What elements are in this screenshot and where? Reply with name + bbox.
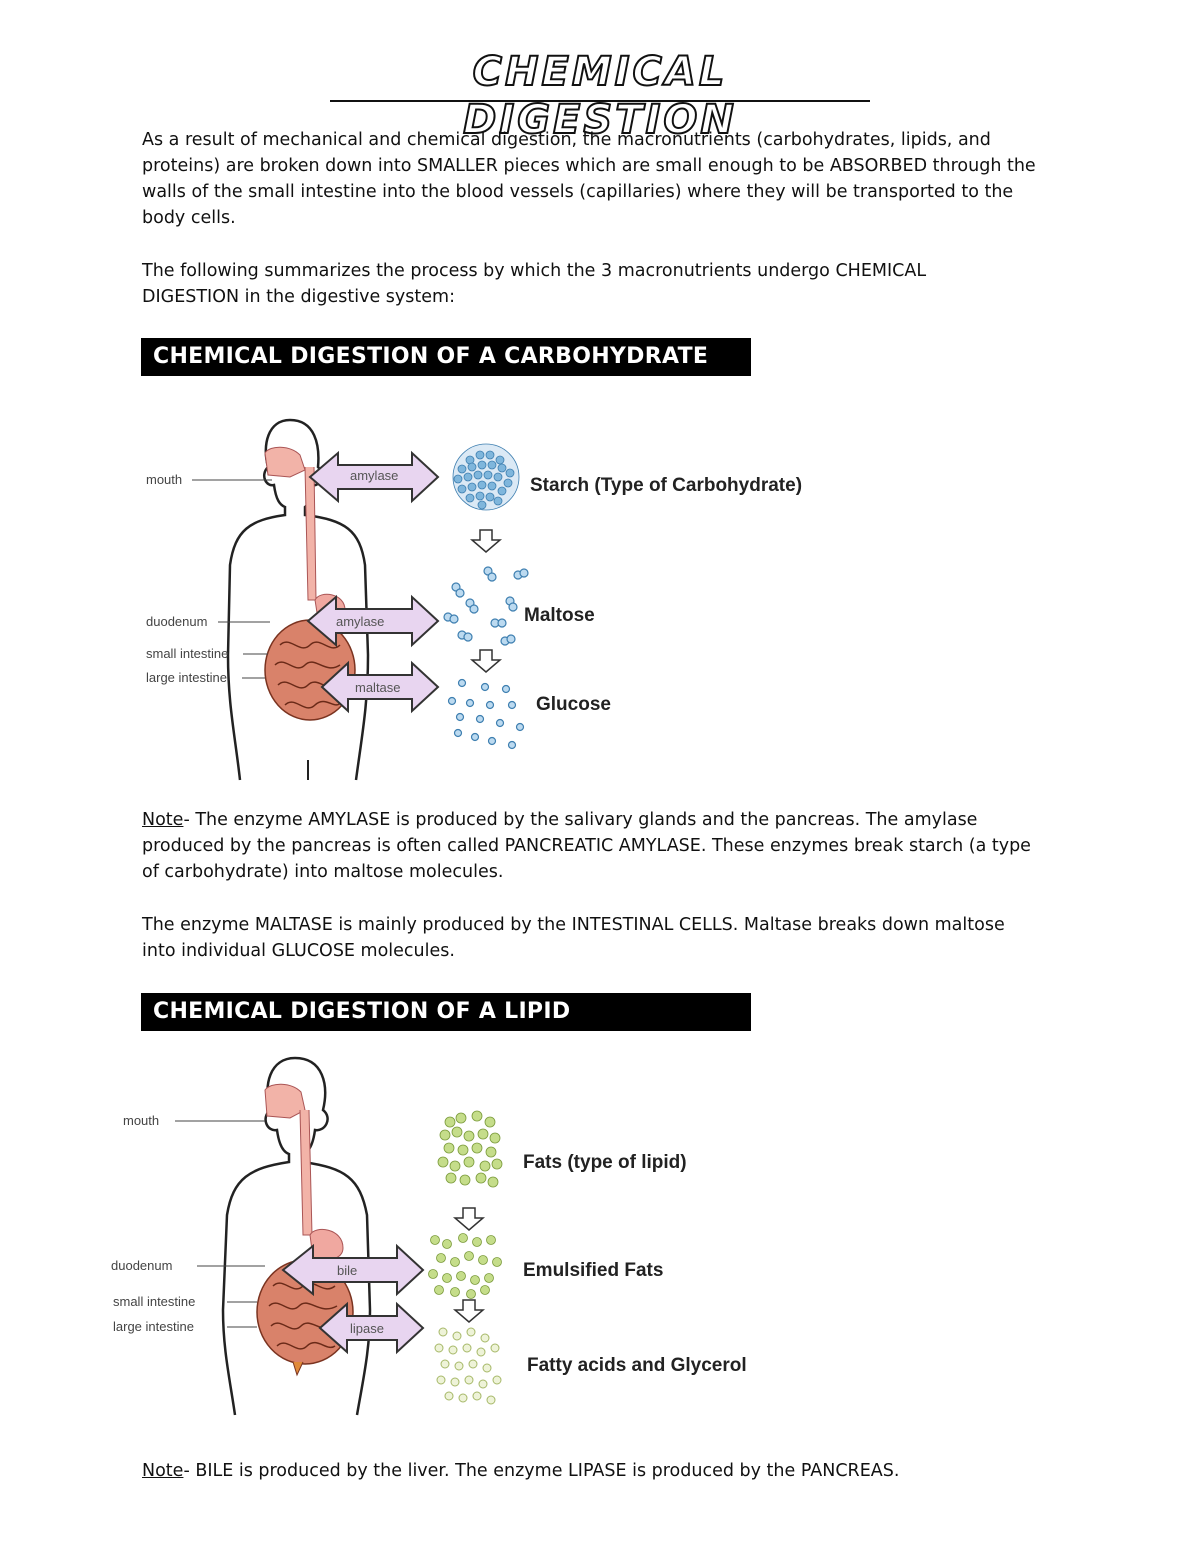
page-title: CHEMICAL DIGESTION (330, 48, 870, 102)
maltase-paragraph: The enzyme MALTASE is mainly produced by the INTESTINAL CELLS. Maltase breaks down maltose into individual GLUCOSE molecules. (142, 915, 1005, 961)
down-arrow (472, 650, 500, 672)
down-arrow (455, 1300, 483, 1322)
note-text: - BILE is produced by the liver. The enzyme LIPASE is produced by the PANCREAS. (183, 1461, 900, 1481)
intro-paragraph: As a result of mechanical and chemical digestion, the macronutrients (carbohydrates, lipids, and proteins) are broken down into SMALLER pieces which are small enough to be ABSORBED through the walls of the small intestine into the blood vessels (capillaries) where they will be transported to the body cells. (142, 130, 1036, 228)
stage-starch: Starch (Type of Carbohydrate) (530, 475, 803, 496)
amylase-note (142, 807, 1042, 885)
lipid-digestion-diagram (105, 1050, 805, 1420)
label-large-intestine: large intestine (113, 1319, 194, 1334)
enzyme-lipase: lipase (350, 1321, 384, 1336)
starch-molecule-cluster (453, 444, 519, 510)
emulsified-fat-droplets (429, 1234, 502, 1299)
label-large-intestine: large intestine (146, 670, 227, 685)
note-label: Note (142, 1461, 184, 1481)
label-small-intestine: small intestine (113, 1294, 196, 1309)
maltose-molecules (444, 567, 528, 645)
carbohydrate-heading: CHEMICAL DIGESTION OF A CARBOHYDRATE (141, 338, 751, 376)
stage-fatty-acids-glycerol: Fatty acids and Glycerol (527, 1355, 747, 1376)
enzyme-amylase-mouth: amylase (350, 468, 399, 483)
label-mouth: mouth (146, 472, 183, 487)
stage-emulsified-fats: Emulsified Fats (523, 1260, 664, 1281)
note-label: Note (142, 810, 184, 830)
fat-droplets (438, 1111, 502, 1187)
label-duodenum: duodenum (111, 1258, 173, 1273)
bile-lipase-note (142, 1458, 1062, 1484)
glucose-molecules (449, 680, 524, 749)
label-mouth: mouth (123, 1113, 160, 1128)
stage-maltose: Maltose (524, 605, 595, 626)
label-duodenum: duodenum (146, 614, 208, 629)
down-arrow (455, 1208, 483, 1230)
lipid-heading: CHEMICAL DIGESTION OF A LIPID (141, 993, 751, 1031)
enzyme-amylase-pancreas: amylase (336, 614, 385, 629)
label-small-intestine: small intestine (146, 646, 229, 661)
stage-fats: Fats (type of lipid) (523, 1152, 687, 1173)
enzyme-bile: bile (337, 1263, 358, 1278)
down-arrow (472, 530, 500, 552)
carbohydrate-digestion-diagram (140, 405, 860, 785)
summary-paragraph: The following summarizes the process by which the 3 macronutrients undergo CHEMICAL DIGESTION in the digestive system: (142, 261, 927, 307)
note-text: - The enzyme AMYLASE is produced by the salivary glands and the pancreas. The amylase produced by the pancreas is often called PANCREATIC AMYLASE. These enzymes break starch (a type of carbohydrate) into maltose molecules. (142, 810, 1031, 882)
stage-glucose: Glucose (536, 694, 611, 715)
fatty-acid-glycerol-molecules (435, 1328, 501, 1404)
enzyme-maltase: maltase (355, 680, 401, 695)
